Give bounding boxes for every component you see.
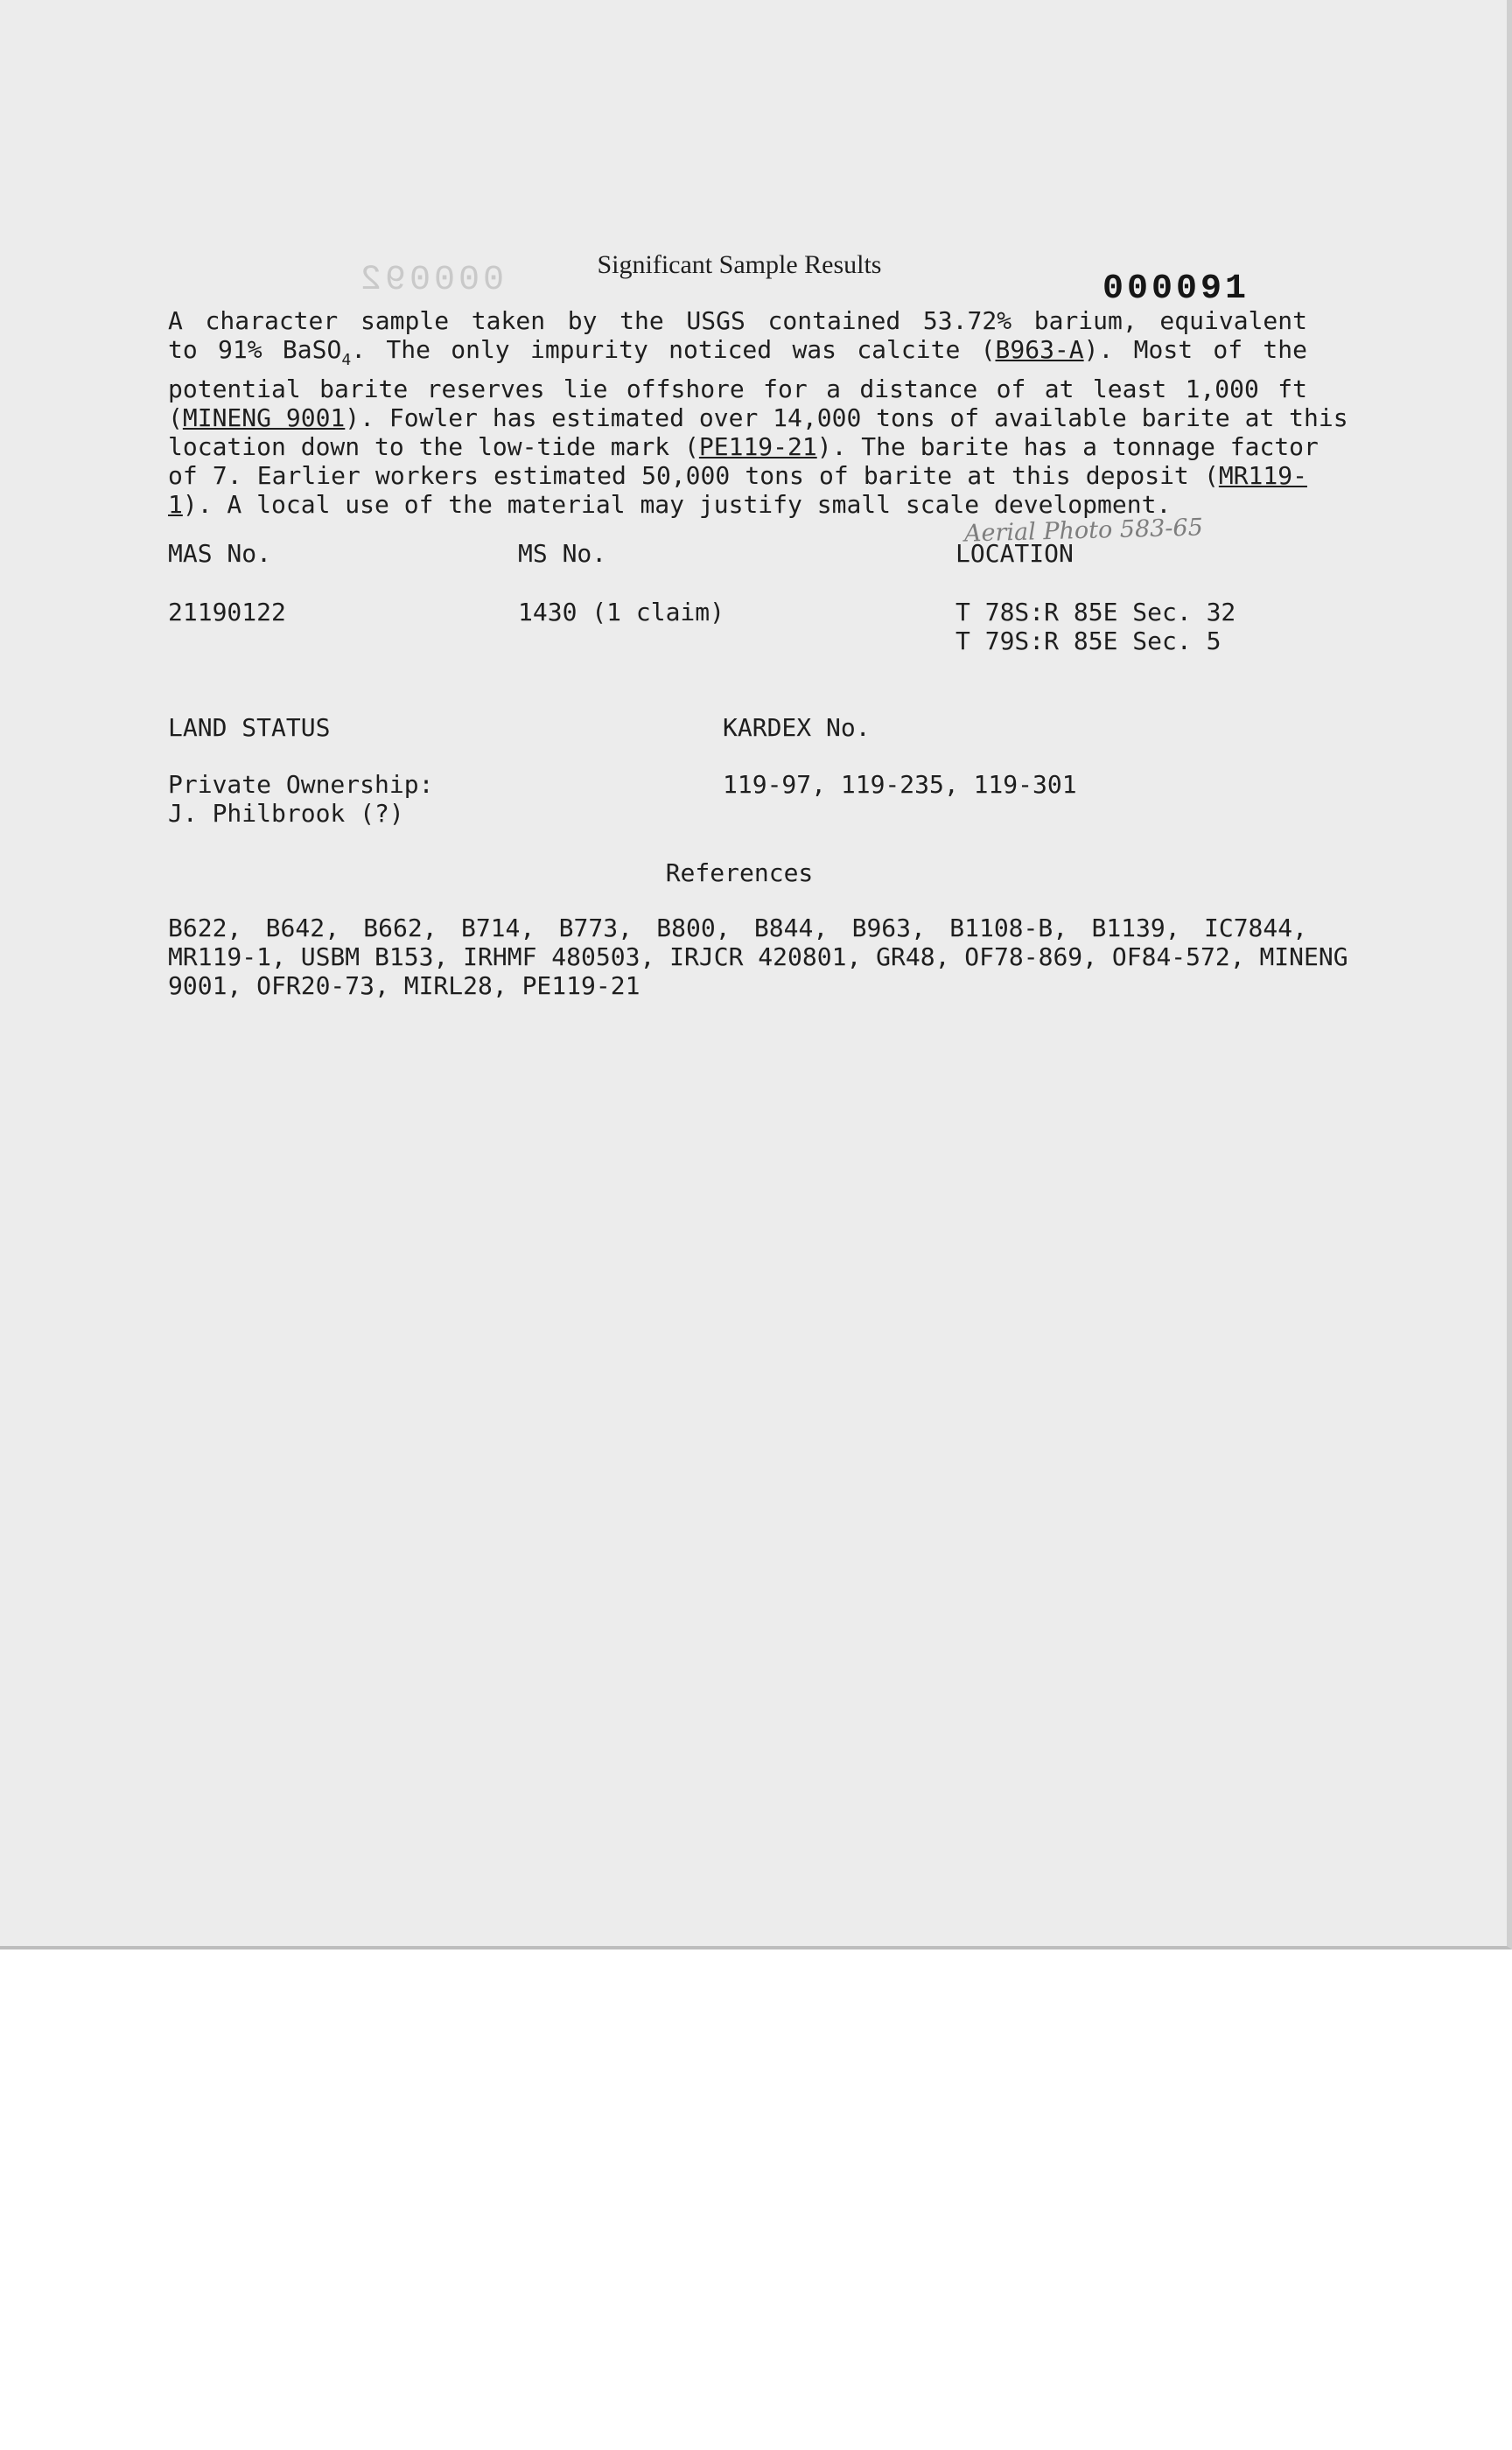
paragraph-text: to 91% BaSO [168, 335, 342, 364]
kardex-value: 119-97, 119-235, 119-301 [723, 770, 1077, 799]
reference-citation: MINENG 9001 [182, 403, 346, 432]
reference-citation: PE119-21 [698, 432, 817, 461]
paragraph-line [168, 432, 1319, 461]
location-label: LOCATION [956, 539, 1074, 568]
kardex-label: KARDEX No. [723, 713, 871, 742]
ms-value: 1430 (1 claim) [518, 598, 725, 626]
paragraph-text: . The only impurity noticed was calcite ( [351, 335, 996, 364]
paragraph-text: A character sample taken by the USGS contained 53.72% barium, equivalent [168, 306, 1307, 335]
chemical-subscript: 4 [341, 351, 352, 369]
paragraph-line [168, 374, 1307, 403]
mas-value: 21190122 [168, 598, 286, 626]
paragraph-line [168, 335, 1307, 374]
location-value: T 78S:R 85E Sec. 32 [956, 598, 1236, 626]
bleed-through-number: 000092 [357, 261, 505, 300]
paragraph-line [168, 403, 1348, 432]
paragraph-text: ( [168, 403, 183, 432]
paragraph-line [168, 306, 1307, 335]
paragraph-text: ). A local use of the material may justify small scale development. [182, 490, 1172, 519]
handwritten-photo-note: Aerial Photo 583-65 [963, 514, 1204, 548]
ms-label: MS No. [518, 539, 607, 568]
land-status-value: Private Ownership: [168, 770, 434, 799]
paragraph-text: ). Fowler has estimated over 14,000 tons of available barite at this [345, 403, 1348, 432]
references-line: B622, B642, B662, B714, B773, B800, B844, B963, B1108-B, B1139, IC7844, [168, 914, 1307, 942]
references-heading: References [665, 858, 814, 887]
paragraph-line [168, 461, 1307, 490]
paragraph-text: of 7. Earlier workers estimated 50,000 tons of barite at this deposit ( [168, 461, 1219, 490]
references-line: 9001, OFR20-73, MIRL28, PE119-21 [168, 971, 640, 1000]
paragraph-text: ). The barite has a tonnage factor [816, 432, 1319, 461]
land-status-value: J. Philbrook (?) [168, 799, 404, 828]
paragraph-text: ). Most of the [1083, 335, 1308, 364]
references-list [168, 914, 1348, 1000]
paragraph-text: potential barite reserves lie offshore for a distance of at least 1,000 ft [168, 374, 1307, 403]
mas-label: MAS No. [168, 539, 272, 568]
reference-citation: B963-A [995, 335, 1084, 364]
land-status-label: LAND STATUS [168, 713, 331, 742]
references-line: MR119-1, USBM B153, IRHMF 480503, IRJCR 420801, GR48, OF78-869, OF84-572, MINENG [168, 942, 1348, 971]
sample-results-paragraph [168, 306, 1348, 519]
reference-citation: 1 [168, 490, 183, 519]
reference-citation: MR119- [1218, 461, 1307, 490]
page-number-stamp: 000091 [1102, 270, 1250, 309]
paragraph-text: location down to the low-tide mark ( [168, 432, 699, 461]
location-value: T 79S:R 85E Sec. 5 [956, 626, 1222, 655]
page-title: Significant Sample Results [597, 250, 882, 279]
